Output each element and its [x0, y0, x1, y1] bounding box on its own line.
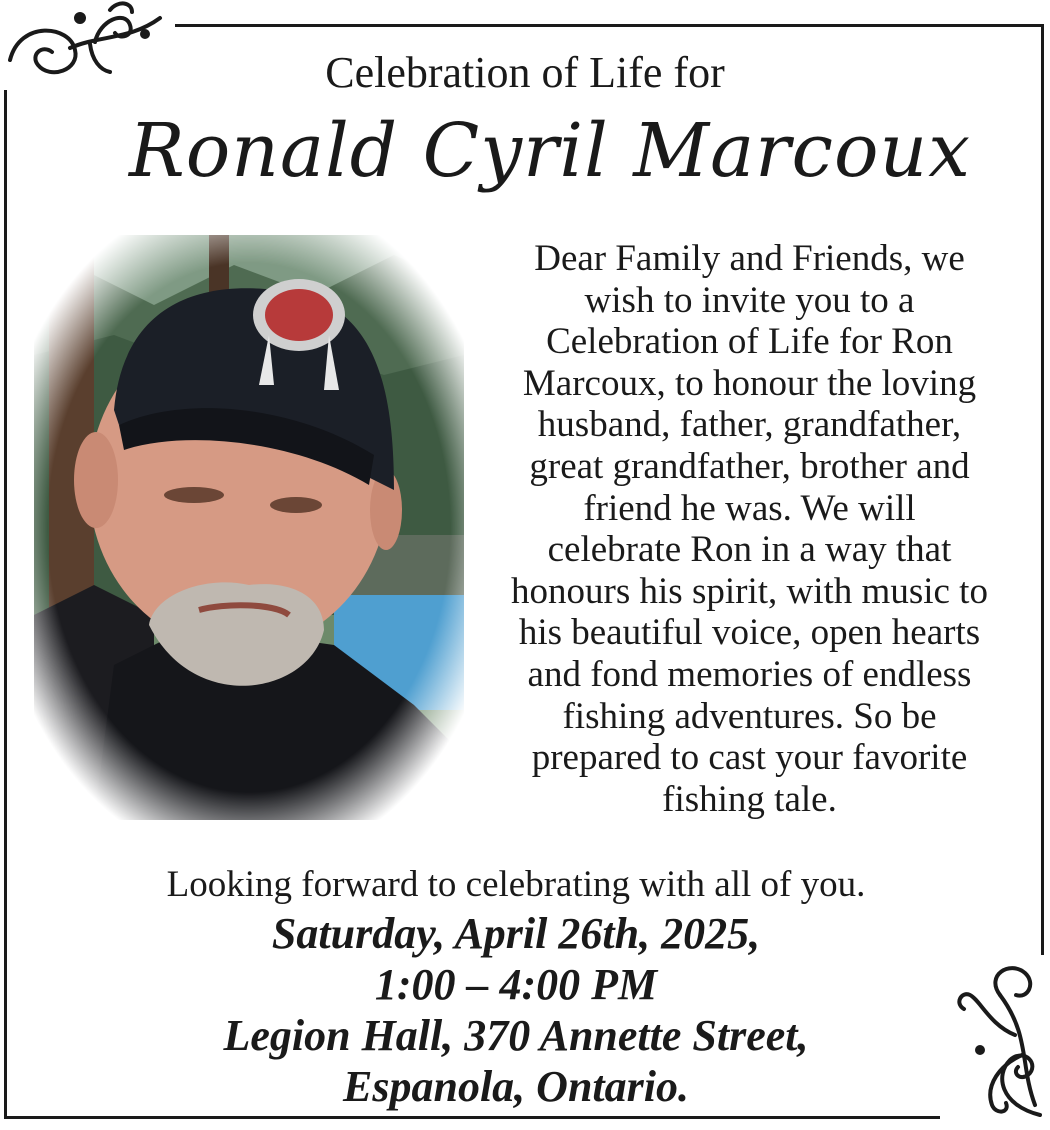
event-details: [0, 908, 1050, 1112]
message-line: fishing adventures. So be: [562, 695, 937, 737]
message-line: wish to invite you to a: [584, 279, 915, 321]
message-line: prepared to cast your favorite: [531, 737, 968, 779]
event-venue: Legion Hall, 370 Annette Street,: [223, 1011, 809, 1060]
closing-line: Looking forward to celebrating with all of you.: [166, 864, 866, 905]
message-line: fishing tale.: [662, 778, 837, 820]
event-city: Espanola, Ontario.: [343, 1062, 689, 1111]
message-line: great grandfather, brother and: [529, 445, 970, 487]
message-line: and fond memories of endless: [527, 653, 972, 695]
honoree-name: Ronald Cyril Marcoux: [129, 108, 971, 194]
portrait-photo: [34, 235, 464, 820]
message-line: Dear Family and Friends, we: [534, 238, 965, 279]
message-line: Celebration of Life for Ron: [546, 321, 953, 363]
message-line: friend he was. We will: [583, 487, 916, 529]
invitation-message: [472, 238, 1027, 820]
message-line: husband, father, grandfather,: [537, 404, 962, 446]
message-line: his beautiful voice, open hearts: [518, 612, 981, 654]
message-line: Marcoux, to honour the loving: [522, 362, 977, 404]
event-date: Saturday, April 26th, 2025,: [271, 909, 761, 958]
page-title: Celebration of Life for: [325, 48, 725, 97]
message-line: honours his spirit, with music to: [511, 570, 988, 612]
message-line: celebrate Ron in a way that: [547, 529, 952, 571]
event-time: 1:00 – 4:00 PM: [374, 960, 658, 1009]
